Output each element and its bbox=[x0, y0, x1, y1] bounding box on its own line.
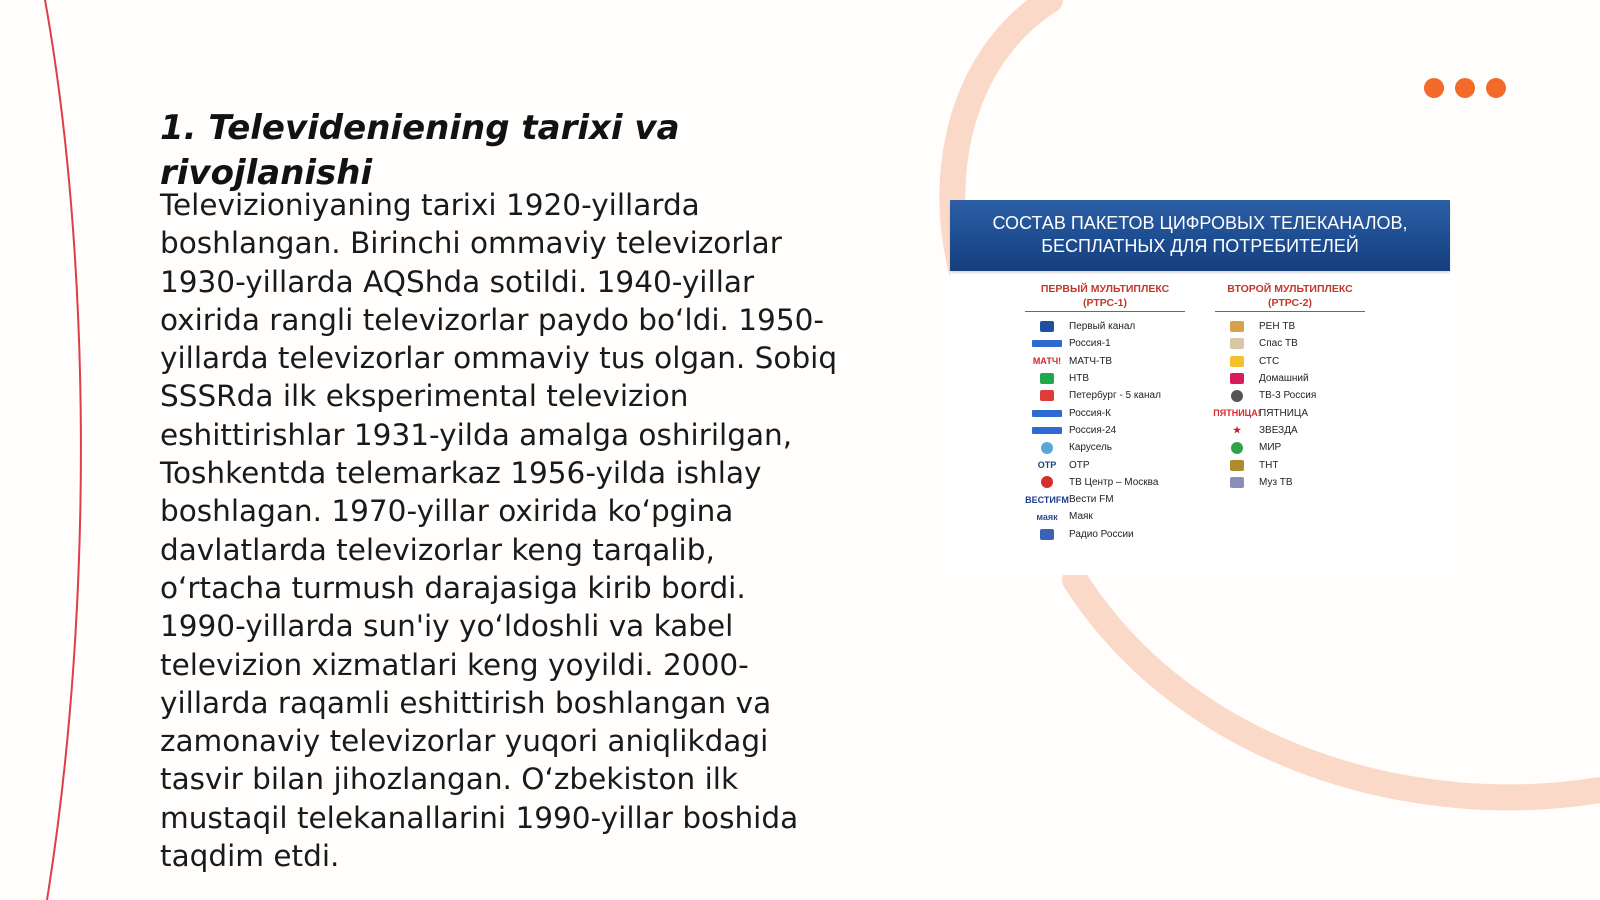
image-header bbox=[950, 200, 1450, 271]
channel-row bbox=[1215, 404, 1365, 421]
channel-row bbox=[1025, 353, 1185, 370]
channel-logo-shape bbox=[1231, 442, 1243, 454]
channel5-logo bbox=[1025, 390, 1069, 401]
spas-logo bbox=[1215, 338, 1259, 349]
channel-row bbox=[1215, 456, 1365, 473]
channel-name: Вести FM bbox=[1069, 494, 1114, 506]
channel-name: МИР bbox=[1259, 442, 1282, 454]
multiplex-1-subtitle: (РТРС-1) bbox=[1083, 297, 1127, 309]
channel-name: РЕН ТВ bbox=[1259, 321, 1296, 333]
channel-name: Россия-1 bbox=[1069, 338, 1111, 350]
dot-icon bbox=[1424, 78, 1444, 98]
channel-logo-shape bbox=[1230, 460, 1244, 471]
channel-name: Россия-24 bbox=[1069, 424, 1117, 436]
channel-name: Петербург - 5 канал bbox=[1069, 390, 1161, 402]
channel-row bbox=[1215, 387, 1365, 404]
channel-row bbox=[1025, 387, 1185, 404]
channel-logo-text: ВЕСТИFM bbox=[1025, 494, 1069, 505]
channel-logo-shape bbox=[1231, 390, 1243, 402]
channel-name: МАТЧ-ТВ bbox=[1069, 355, 1113, 367]
channel-name: ТВ Центр – Москва bbox=[1069, 476, 1159, 488]
channel-logo-text: ОТР bbox=[1037, 460, 1057, 471]
channel-name: Муз ТВ bbox=[1259, 476, 1293, 488]
channel-logo-shape bbox=[1041, 476, 1053, 488]
slide-body-text: Televizioniyaning tarixi 1920-yillarda boshlangan. Birinchi ommaviy televizorlar 1930-yillarda AQShda sotildi. 1940-yillar oxirida rangli televizorlar paydo bo‘ldi. 1950-yillarda televizorlar ommaviy tus olgan. Sobiq SSSRda ilk eksperimental televizion eshittirishlar 1931-yilda amalga oshirilgan, Toshkentda telemarkaz 1956-yilda ishlay boshlagan. 1970-yillar oxirida ko‘pgina davlatlarda televizorlar keng tarqalib, o‘rtacha turmush darajasiga kirib bordi. 1990-yillarda sun'iy yo‘ldoshli va kabel televizion xizmatlari keng yoyildi. 2000-yillarda raqamli eshittirish boshlangan va zamonaviy televizorlar yuqori aniqlikdagi tasvir bilan jihozlangan. O‘zbekiston ilk mustaqil telekanallarini 1990-yillar boshida taqdim etdi. bbox=[160, 188, 838, 874]
channel-package-image bbox=[950, 200, 1450, 575]
channel-logo-shape bbox=[1230, 477, 1244, 488]
mir-logo bbox=[1215, 442, 1259, 454]
channel-row bbox=[1215, 353, 1365, 370]
channel-row bbox=[1025, 404, 1185, 421]
multiplex-1-channel-list bbox=[1025, 318, 1185, 543]
channel-name: Маяк bbox=[1069, 511, 1093, 523]
tv3-logo bbox=[1215, 390, 1259, 402]
russia24-logo bbox=[1025, 427, 1069, 434]
otr-logo bbox=[1025, 460, 1069, 470]
channel-logo-text: ★ bbox=[1232, 424, 1242, 435]
channel-row bbox=[1025, 422, 1185, 439]
dot-icon bbox=[1486, 78, 1506, 98]
channel-logo-shape bbox=[1230, 321, 1244, 332]
multiplex-1-title: ПЕРВЫЙ МУЛЬТИПЛЕКС bbox=[1040, 283, 1170, 295]
dot-icon bbox=[1455, 78, 1475, 98]
match-tv-logo bbox=[1025, 356, 1069, 366]
channel-name: НТВ bbox=[1069, 373, 1089, 385]
channel-row bbox=[1215, 474, 1365, 491]
channel-logo-shape bbox=[1032, 427, 1062, 434]
multiplex-2-rule bbox=[1215, 311, 1365, 312]
channel-name: ПЯТНИЦА bbox=[1259, 407, 1308, 419]
slide-title: 1. Televideniening tarixi va rivojlanishi bbox=[160, 108, 680, 193]
multiplex-2 bbox=[1215, 282, 1365, 491]
channel-logo-text: МАТЧ! bbox=[1032, 356, 1062, 367]
channel-row bbox=[1025, 439, 1185, 456]
channel-logo-shape bbox=[1230, 338, 1244, 349]
channel-row bbox=[1215, 422, 1365, 439]
channel-row bbox=[1215, 370, 1365, 387]
channel-logo-shape bbox=[1040, 390, 1054, 401]
left-edge-line bbox=[45, 0, 81, 900]
channel-logo-text: маяк bbox=[1036, 511, 1058, 522]
channel-row bbox=[1215, 439, 1365, 456]
radio-rossii-logo bbox=[1025, 529, 1069, 540]
multiplex-2-subtitle: (РТРС-2) bbox=[1268, 297, 1312, 309]
channel-logo-shape bbox=[1032, 410, 1062, 417]
channel-name: Домашний bbox=[1259, 373, 1309, 385]
image-header-line2: БЕСПЛАТНЫХ ДЛЯ ПОТРЕБИТЕЛЕЙ bbox=[1041, 236, 1359, 256]
channel-name: Радио России bbox=[1069, 528, 1134, 540]
channel-logo-shape bbox=[1032, 340, 1062, 347]
multiplex-2-channel-list bbox=[1215, 318, 1365, 491]
first-channel-logo bbox=[1025, 321, 1069, 332]
swirl-arc-lower bbox=[1075, 580, 1600, 797]
channel-name: ЗВЕЗДА bbox=[1259, 424, 1298, 436]
channel-row bbox=[1025, 335, 1185, 352]
multiplex-1 bbox=[1025, 282, 1185, 543]
channel-name: ТНТ bbox=[1259, 459, 1279, 471]
ntv-logo bbox=[1025, 373, 1069, 384]
channel-row bbox=[1215, 335, 1365, 352]
muz-tv-logo bbox=[1215, 477, 1259, 488]
pyatnitsa-logo bbox=[1215, 408, 1259, 418]
multiplex-2-title: ВТОРОЙ МУЛЬТИПЛЕКС bbox=[1227, 283, 1353, 295]
channel-row bbox=[1025, 370, 1185, 387]
russia-k-logo bbox=[1025, 410, 1069, 417]
channel-row bbox=[1025, 508, 1185, 525]
channel-logo-shape bbox=[1041, 442, 1053, 454]
channel-row bbox=[1215, 318, 1365, 335]
channel-name: Россия-К bbox=[1069, 407, 1111, 419]
channel-name: СТС bbox=[1259, 355, 1280, 367]
channel-logo-shape bbox=[1230, 356, 1244, 367]
vesti-fm-logo bbox=[1025, 495, 1069, 505]
russia1-logo bbox=[1025, 340, 1069, 347]
sts-logo bbox=[1215, 356, 1259, 367]
channel-logo-text: ПЯТНИЦА! bbox=[1213, 408, 1261, 419]
channel-name: ТВ-3 Россия bbox=[1259, 390, 1317, 402]
ren-tv-logo bbox=[1215, 321, 1259, 332]
channel-name: Карусель bbox=[1069, 442, 1112, 454]
channel-row bbox=[1025, 456, 1185, 473]
channel-name: Спас ТВ bbox=[1259, 338, 1298, 350]
channel-logo-shape bbox=[1040, 529, 1054, 540]
tnt-logo bbox=[1215, 460, 1259, 471]
channel-logo-shape bbox=[1040, 321, 1054, 332]
channel-row bbox=[1025, 526, 1185, 543]
channel-row bbox=[1025, 318, 1185, 335]
image-header-line1: СОСТАВ ПАКЕТОВ ЦИФРОВЫХ ТЕЛЕКАНАЛОВ, bbox=[992, 213, 1408, 233]
karusel-logo bbox=[1025, 442, 1069, 454]
zvezda-logo bbox=[1215, 425, 1259, 436]
multiplex-1-rule bbox=[1025, 311, 1185, 312]
dots-decoration bbox=[1424, 78, 1506, 98]
domashny-logo bbox=[1215, 373, 1259, 384]
channel-row bbox=[1025, 474, 1185, 491]
channel-logo-shape bbox=[1230, 373, 1244, 384]
channel-logo-shape bbox=[1040, 373, 1054, 384]
mayak-logo bbox=[1025, 512, 1069, 522]
channel-name: Первый канал bbox=[1069, 321, 1136, 333]
channel-name: ОТР bbox=[1069, 459, 1090, 471]
channel-row bbox=[1025, 491, 1185, 508]
tvc-logo bbox=[1025, 476, 1069, 488]
